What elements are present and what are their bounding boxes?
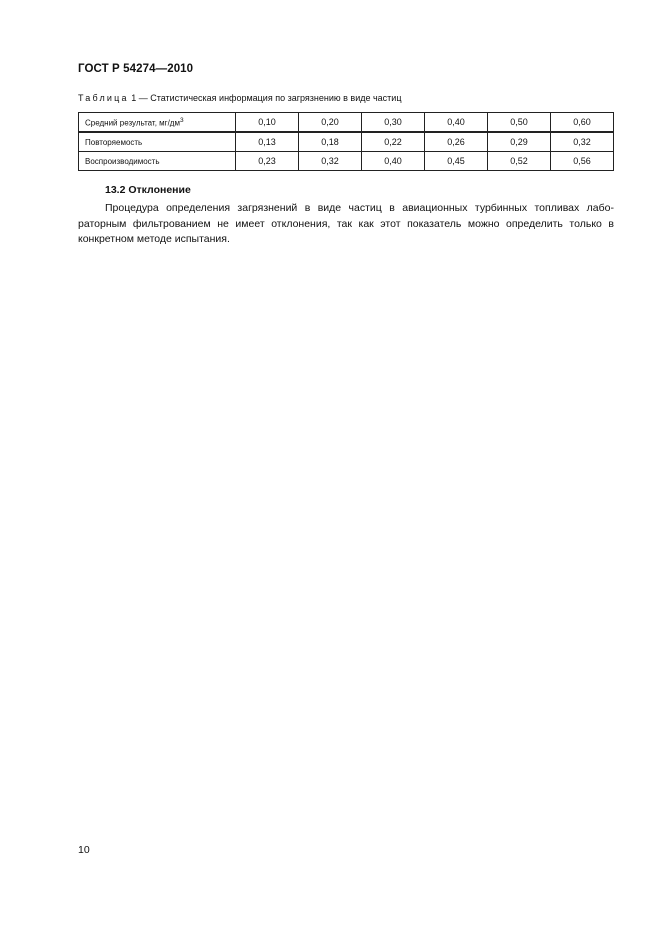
table-cell: 0,30 — [362, 113, 425, 133]
table-cell: 0,40 — [425, 113, 488, 133]
table-cell: 0,20 — [299, 113, 362, 133]
row-label-text: Средний результат, мг/дм — [85, 118, 180, 128]
table-row — [79, 113, 614, 133]
table-cell: 0,50 — [488, 113, 551, 133]
table-cell: 0,23 — [236, 152, 299, 171]
table-cell: 0,40 — [362, 152, 425, 171]
row-label-reproducibility: Воспроизводимость — [79, 152, 236, 171]
unit-superscript: 3 — [179, 116, 184, 124]
table-row — [79, 152, 614, 171]
paragraph-line: Процедура определения загрязнений в виде частиц в авиационных турбинных топливах лабо- — [105, 202, 614, 214]
table-cell: 0,13 — [236, 132, 299, 152]
table-caption-text: 1 — Статистическая информация по загрязнению в виде частиц — [128, 93, 402, 103]
table-row — [79, 132, 614, 152]
table-cell: 0,52 — [488, 152, 551, 171]
table-cell: 0,45 — [425, 152, 488, 171]
table-cell: 0,22 — [362, 132, 425, 152]
document-header: ГОСТ Р 54274—2010 — [78, 63, 194, 75]
table-cell: 0,56 — [551, 152, 614, 171]
table-cell: 0,60 — [551, 113, 614, 133]
paragraph-line: раторным фильтрованием не имеет отклонения, так как этот показатель можно определить только в — [78, 217, 614, 230]
section-title: 13.2 Отклонение — [105, 184, 191, 196]
table-cell: 0,29 — [488, 132, 551, 152]
section-paragraph — [78, 201, 614, 248]
table-cell: 0,18 — [299, 132, 362, 152]
table-cell: 0,10 — [236, 113, 299, 133]
paragraph-line: конкретном методе испытания. — [78, 233, 230, 245]
page-number: 10 — [78, 844, 90, 856]
table-cell: 0,26 — [425, 132, 488, 152]
row-label-mean-result — [79, 113, 236, 133]
table-cell: 0,32 — [299, 152, 362, 171]
table-caption — [78, 93, 401, 103]
statistics-table — [78, 112, 614, 171]
table-caption-prefix: Таблица — [78, 93, 129, 103]
table-cell: 0,32 — [551, 132, 614, 152]
row-label-repeatability: Повторяемость — [79, 132, 236, 152]
